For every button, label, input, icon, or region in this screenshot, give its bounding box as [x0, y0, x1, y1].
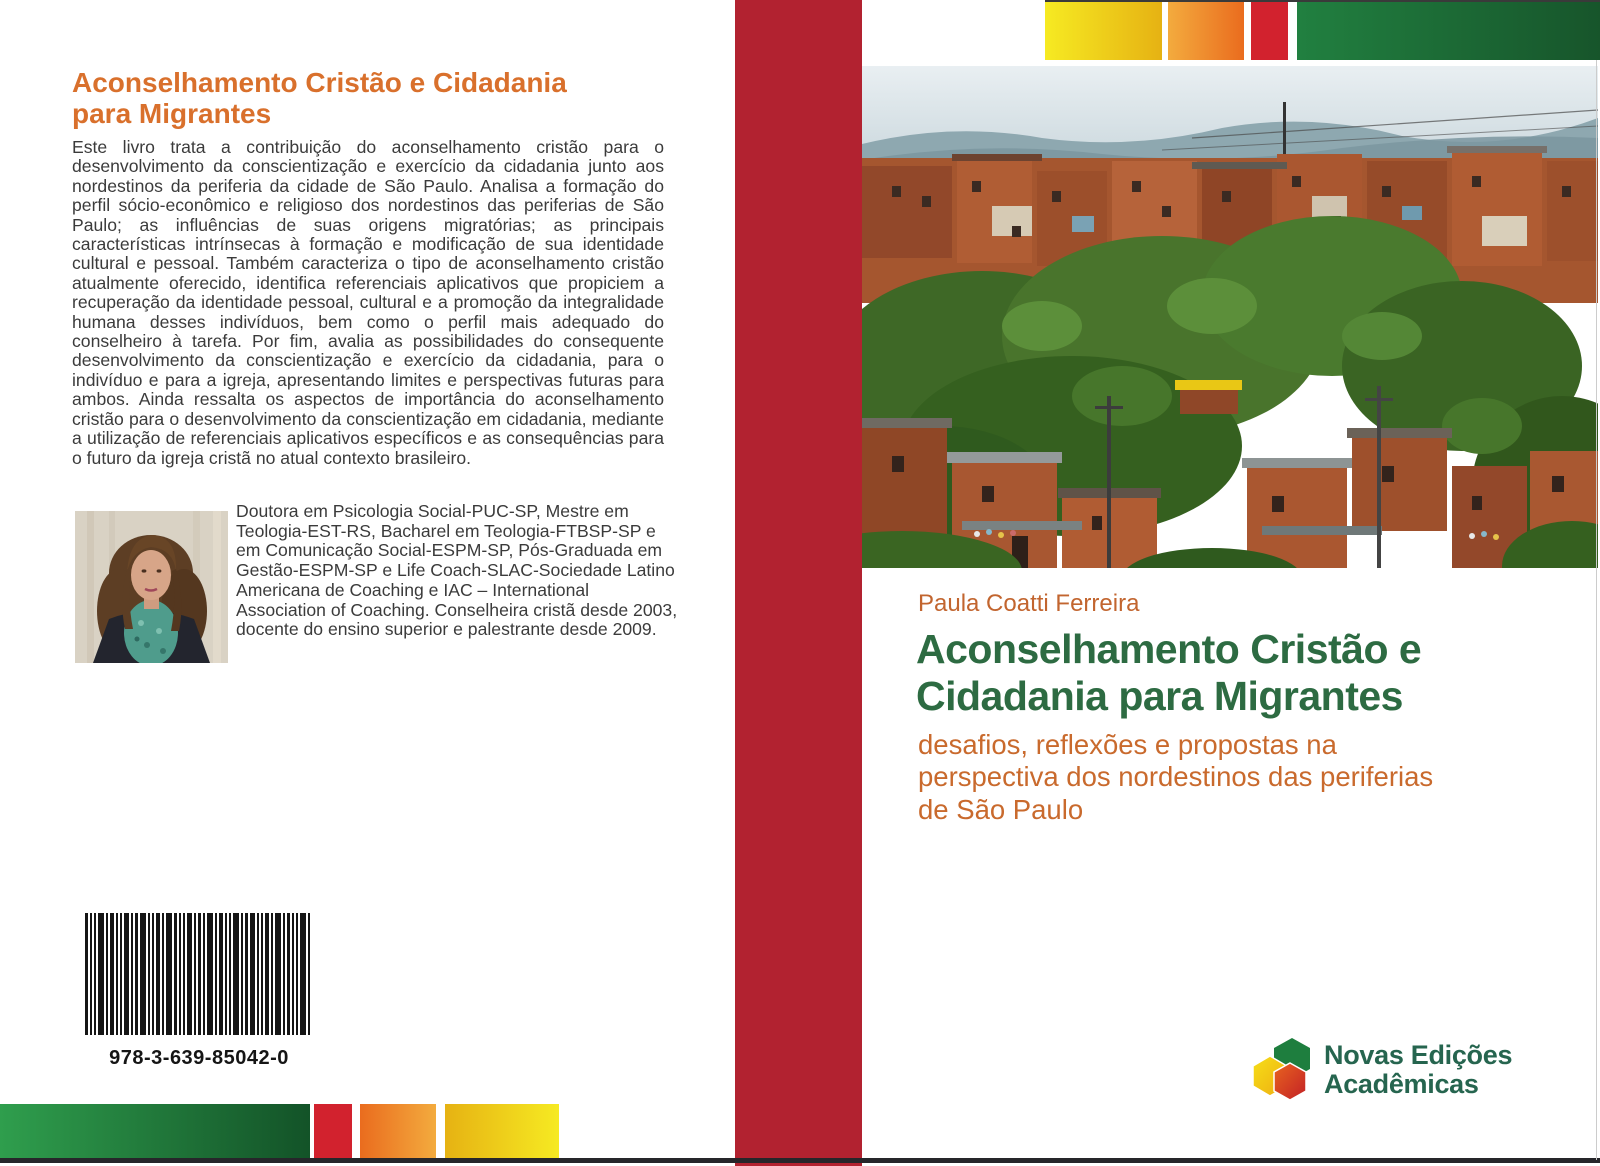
stripe-top-red	[1251, 2, 1288, 60]
isbn-number: 978-3-639-85042-0	[109, 1047, 289, 1069]
publisher-name-line1: Novas Edições	[1324, 1039, 1513, 1070]
publisher-logo	[1251, 1036, 1512, 1104]
back-cover-title	[72, 68, 672, 130]
scan-top-edge	[1045, 0, 1600, 2]
front-subtitle	[918, 729, 1558, 826]
stripe-top-yellow	[1045, 2, 1162, 60]
author-bio: Doutora em Psicologia Social-PUC-SP, Mestre em Teologia-EST-RS, Bacharel em Teologia-FTBSP-SP e em Comunicação Social-ESPM-SP, Pós-Graduada em Gestão-ESPM-SP e Life Coach-SLAC-Sociedade Latino Americana de Coaching e IAC – International Association of Coaching. Conselheira cristã desde 2003, docente do ensino superior e palestrante desde 2009.	[236, 501, 678, 640]
barcode-icon	[85, 913, 313, 1035]
stripe-bottom-yellow	[445, 1104, 559, 1160]
stripe-top-orange	[1168, 2, 1244, 60]
front-subtitle-line1: desafios, reflexões e propostas na	[918, 729, 1337, 760]
scan-right-edge	[1596, 60, 1597, 1160]
back-title-line2: para Migrantes	[72, 97, 272, 129]
stripe-top-green	[1297, 2, 1600, 60]
publisher-hexagons-icon	[1251, 1036, 1315, 1104]
stripe-bottom-red	[314, 1104, 352, 1160]
front-subtitle-line3: de São Paulo	[918, 793, 1084, 825]
front-title-line1: Aconselhamento Cristão e	[916, 626, 1422, 672]
scan-bottom-edge	[0, 1158, 1600, 1163]
book-spine	[735, 0, 862, 1166]
publisher-name	[1324, 1041, 1512, 1099]
stripe-bottom-orange	[360, 1104, 436, 1160]
front-title-line2: Cidadania para Migrantes	[916, 673, 1403, 720]
stripe-bottom-green	[0, 1104, 310, 1160]
back-cover-description: Este livro trata a contribuição do aconselhamento cristão para o desenvolvimento da conscientização e exercício da cidadania junto aos nordestinos da periferia da cidade de São Paulo. Analisa a formação do perfil sócio-econômico e religioso dos nordestinos das periferias de São Paulo; as influências de suas origens migratórias; as principais características intrínsecas à formação e modificação de sua identidade cultural e pessoal. Também caracteriza o tipo de aconselhamento cristão atualmente oferecido, identifica referenciais aplicativos que propiciem a recuperação da identidade pessoal, cultural e a promoção da integralidade humana desses indivíduos, bem como o perfil mais adequado do conselheiro à tarefa. Por fim, avalia as possibilidades do consequente desenvolvimento da conscientização e exercício da cidadania, para o indivíduo e para a igreja, apresentando limites e perspectivas futuras para ambos. Ainda ressalta os aspectos de importância do aconselhamento cristão para o desenvolvimento da conscientização em cidadania, mediante a utilização de referenciais aplicativos específicos e as consequências para o futuro da igreja cristã no atual contexto brasileiro.	[72, 137, 664, 468]
favela-photo	[862, 66, 1598, 568]
front-title	[916, 626, 1566, 720]
publisher-name-line2: Acadêmicas	[1324, 1069, 1479, 1099]
author-portrait-image	[75, 511, 228, 663]
front-subtitle-line2: perspectiva dos nordestinos das periferias	[918, 761, 1434, 793]
back-title-line1: Aconselhamento Cristão e Cidadania	[72, 67, 567, 98]
front-author-name: Paula Coatti Ferreira	[918, 590, 1140, 617]
author-photo	[75, 511, 228, 663]
barcode-block	[85, 913, 313, 1070]
favela-photo-image	[862, 66, 1598, 568]
